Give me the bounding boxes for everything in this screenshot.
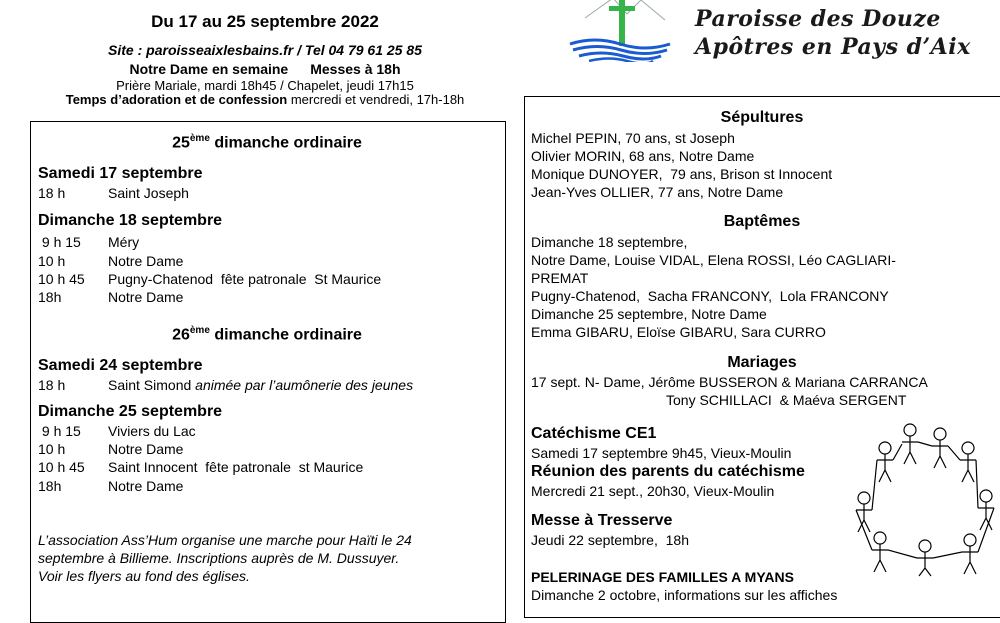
schedule-row: 18h Notre Dame (38, 478, 184, 494)
schedule-row: 18 h Saint Simond animée par l’aumônerie des jeunes (38, 377, 414, 393)
parish-name-line2: Apôtres en Pays d’Aix (695, 34, 971, 60)
baptemes-list: Dimanche 18 septembre, Notre Dame, Louise VIDAL, Elena ROSSI, Léo CAGLIARI- PREMAT Pugny-Chatenod, Sacha FRANCONY, Lola FRANCONY Dimanche 25 septembre, Notre Dame Emma GIBARU, Eloïse GIBARU, Sara CURRO (531, 234, 896, 340)
sepultures-list: Michel PEPIN, 70 ans, st Joseph Olivier MORIN, 68 ans, Notre Dame Monique DUNOYER, 79 ans, Brison st Innocent Jean-Yves OLLIER, 77 ans, Notre Dame (531, 130, 833, 200)
baptemes-heading: Baptêmes (723, 213, 801, 230)
adoration-times: mercredi et vendredi, 17h-18h (287, 92, 465, 107)
saturday-24-heading: Samedi 24 septembre (38, 357, 203, 374)
pelerinage-heading: PELERINAGE DES FAMILLES A MYANS (531, 569, 794, 585)
mariage-line-2: Tony SCHILLACI & Maéva SERGENT (666, 392, 907, 408)
sepultures-heading: Sépultures (720, 109, 804, 126)
parish-name-line1: Paroisse des Douze (695, 6, 941, 32)
reunion-heading: Réunion des parents du catéchisme (531, 463, 805, 480)
children-circle-icon (850, 418, 1000, 578)
schedule-row: 10 h 45 Saint Innocent fête patronale st Maurice (38, 459, 364, 475)
catechisme-line: Samedi 17 septembre 9h45, Vieux-Moulin (531, 445, 792, 461)
site-and-phone: Site : paroisseaixlesbains.fr / Tel 04 79 61 25 85 (108, 42, 422, 58)
tresserve-heading: Messe à Tresserve (531, 512, 673, 529)
notre-dame-weekday (0, 61, 530, 77)
mariages-heading: Mariages (727, 354, 797, 371)
adoration-label: Temps d’adoration et de confession (65, 92, 288, 107)
nd-masses-label: Messes à 18h (310, 61, 401, 77)
bulletin-title: Du 17 au 25 septembre 2022 (151, 12, 379, 31)
schedule-row: 9 h 15 Viviers du Lac (38, 423, 196, 439)
schedule-row: 18 h Saint Joseph (38, 185, 189, 201)
schedule-row: 10 h 45 Pugny-Chatenod fête patronale St Maurice (38, 271, 382, 287)
asshum-announcement: L’association Ass’Hum organise une marche pour Haïti le 24 septembre à Billieme. Inscriptions auprès de M. Dussuyer. Voir les flyers au fond des églises. (38, 532, 412, 584)
mariage-line-1: 17 sept. N- Dame, Jérôme BUSSERON & Mariana CARRANCA (531, 374, 928, 390)
schedule-row: 10 h Notre Dame (38, 441, 184, 457)
sunday-18-heading: Dimanche 18 septembre (38, 212, 223, 229)
schedule-row: 18h Notre Dame (38, 289, 184, 305)
aumonerie-note: animée par l’aumônerie des jeunes (195, 377, 414, 393)
reunion-line: Mercredi 21 sept., 20h30, Vieux-Moulin (531, 483, 775, 499)
sunday-26-heading: 26ème dimanche ordinaire (172, 325, 362, 344)
saturday-17-heading: Samedi 17 septembre (38, 165, 203, 182)
pelerinage-line: Dimanche 2 octobre, informations sur les affiches (531, 587, 838, 603)
parish-logo-icon (565, 0, 675, 62)
sunday-25-heading: 25ème dimanche ordinaire (172, 133, 362, 152)
tresserve-line: Jeudi 22 septembre, 18h (531, 532, 689, 548)
adoration-line (0, 92, 530, 107)
catechisme-heading: Catéchisme CE1 (531, 425, 657, 442)
nd-week-label: Notre Dame en semaine (129, 61, 289, 77)
sunday-25-heading: Dimanche 25 septembre (38, 403, 223, 420)
priere-mariale: Prière Mariale, mardi 18h45 / Chapelet, jeudi 17h15 (116, 78, 414, 93)
schedule-row: 10 h Notre Dame (38, 253, 184, 269)
schedule-row: 9 h 15 Méry (38, 234, 140, 250)
